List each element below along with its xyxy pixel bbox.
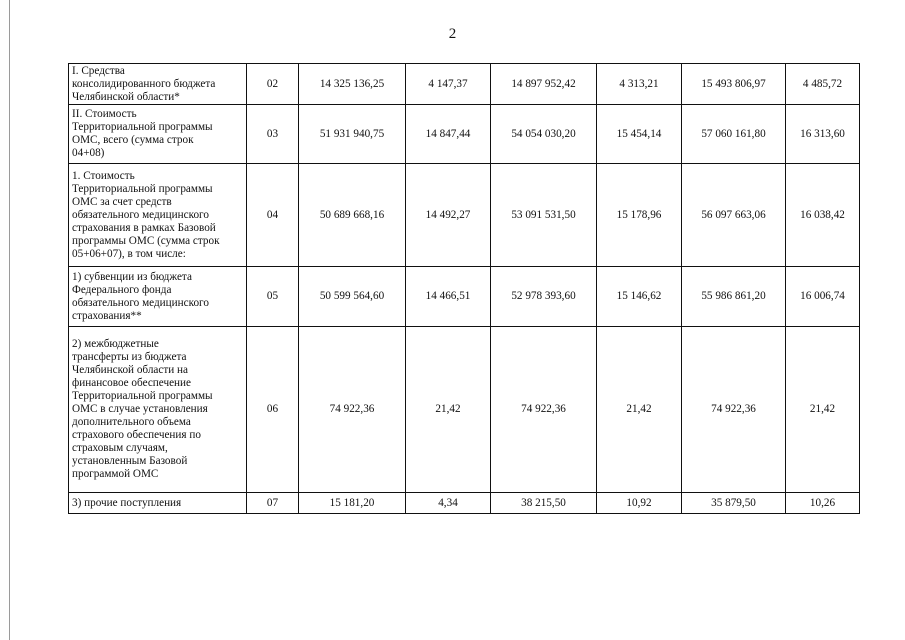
description-line: трансферты из бюджета: [72, 351, 187, 363]
value-cell: 74 922,36: [491, 327, 597, 493]
value-cell: 16 313,60: [786, 105, 860, 164]
value-cell: 54 054 030,20: [491, 105, 597, 164]
row-description: [69, 64, 247, 105]
table-row: [69, 327, 860, 493]
row-code: 04: [247, 164, 299, 267]
row-code: 06: [247, 327, 299, 493]
description-line: ОМС, всего (сумма строк: [72, 134, 194, 146]
value-cell: 50 689 668,16: [299, 164, 406, 267]
value-cell: 15 454,14: [597, 105, 682, 164]
value-cell: 16 006,74: [786, 267, 860, 327]
row-description: [69, 164, 247, 267]
description-line: 05+06+07), в том числе:: [72, 247, 186, 260]
page-number: 2: [448, 26, 457, 42]
description-line: I. Средства: [72, 64, 125, 77]
row-code: 07: [247, 493, 299, 514]
value-cell: 14 847,44: [406, 105, 491, 164]
row-code: 02: [247, 64, 299, 105]
value-cell: 10,92: [597, 493, 682, 514]
value-cell: 4 485,72: [786, 64, 860, 105]
row-code: 05: [247, 267, 299, 327]
value-cell: 53 091 531,50: [491, 164, 597, 267]
description-line: Челябинской области*: [72, 90, 180, 103]
description-line: страховым случаям,: [72, 442, 168, 454]
row-description: [69, 267, 247, 327]
value-cell: 14 897 952,42: [491, 64, 597, 105]
value-cell: 16 038,42: [786, 164, 860, 267]
description-line: страхования**: [72, 309, 142, 322]
value-cell: 74 922,36: [299, 327, 406, 493]
value-cell: 55 986 861,20: [682, 267, 786, 327]
description-line: 04+08): [72, 147, 105, 159]
value-cell: 4,34: [406, 493, 491, 514]
value-cell: 74 922,36: [682, 327, 786, 493]
value-cell: 4 147,37: [406, 64, 491, 105]
description-line: дополнительного объема: [72, 416, 191, 428]
value-cell: 52 978 393,60: [491, 267, 597, 327]
description-line: ОМС в случае установления: [72, 403, 208, 415]
row-description: [69, 493, 247, 514]
description-line: 2) межбюджетные: [72, 338, 159, 350]
description-line: ОМС за счет средств: [72, 195, 172, 208]
description-line: II. Стоимость: [72, 108, 137, 120]
table-row: [69, 493, 860, 514]
description-line: финансовое обеспечение: [72, 377, 191, 389]
value-cell: 35 879,50: [682, 493, 786, 514]
value-cell: 15 493 806,97: [682, 64, 786, 105]
value-cell: 10,26: [786, 493, 860, 514]
table-row: [69, 267, 860, 327]
table-row: [69, 164, 860, 267]
value-cell: 15 146,62: [597, 267, 682, 327]
table-row: [69, 64, 860, 105]
description-line: Территориальной программы: [72, 182, 213, 195]
description-line: обязательного медицинского: [72, 296, 209, 309]
value-cell: 56 097 663,06: [682, 164, 786, 267]
description-line: установленным Базовой: [72, 455, 188, 467]
value-cell: 14 325 136,25: [299, 64, 406, 105]
description-line: программы ОМС (сумма строк: [72, 234, 220, 247]
budget-table: [68, 63, 860, 514]
value-cell: 50 599 564,60: [299, 267, 406, 327]
description-line: обязательного медицинского: [72, 208, 209, 221]
description-line: 3) прочие поступления: [72, 496, 182, 509]
table-row: [69, 105, 860, 164]
value-cell: 51 931 940,75: [299, 105, 406, 164]
value-cell: 15 181,20: [299, 493, 406, 514]
description-line: консолидированного бюджета: [72, 77, 216, 90]
value-cell: 21,42: [597, 327, 682, 493]
value-cell: 14 492,27: [406, 164, 491, 267]
page-left-edge-line: [9, 0, 10, 640]
description-line: программой ОМС: [72, 468, 159, 480]
description-line: страхования в рамках Базовой: [72, 221, 216, 234]
row-code: 03: [247, 105, 299, 164]
description-line: 1) субвенции из бюджета: [72, 270, 192, 283]
row-description: [69, 105, 247, 164]
description-line: Территориальной программы: [72, 390, 213, 402]
value-cell: 38 215,50: [491, 493, 597, 514]
description-line: Федерального фонда: [72, 283, 172, 296]
description-line: Территориальной программы: [72, 121, 213, 133]
value-cell: 21,42: [406, 327, 491, 493]
value-cell: 21,42: [786, 327, 860, 493]
description-line: 1. Стоимость: [72, 169, 135, 182]
description-line: страхового обеспечения по: [72, 429, 201, 441]
description-line: Челябинской области на: [72, 364, 188, 376]
row-description: [69, 327, 247, 493]
value-cell: 57 060 161,80: [682, 105, 786, 164]
value-cell: 14 466,51: [406, 267, 491, 327]
value-cell: 4 313,21: [597, 64, 682, 105]
value-cell: 15 178,96: [597, 164, 682, 267]
